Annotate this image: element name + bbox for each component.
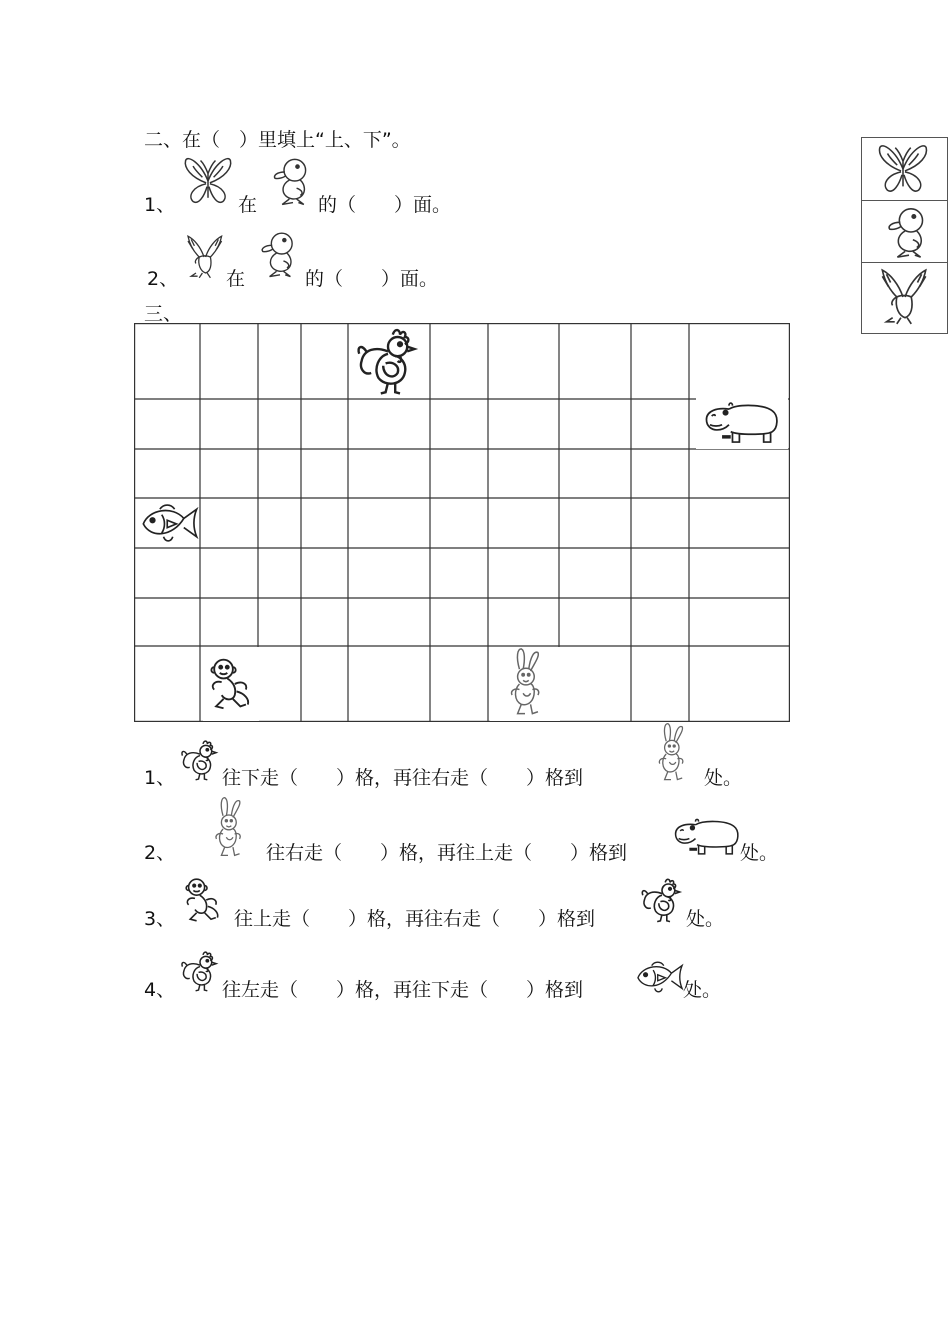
section3-q2-text: 往右走（ ）格，再往上走（ ）格到 (266, 842, 628, 864)
rooster-icon (178, 736, 222, 784)
section3-q2-end: 处。 (740, 842, 779, 864)
section3-q1-text: 往下走（ ）格，再往右走（ ）格到 (222, 767, 584, 789)
hippo-icon (696, 397, 788, 449)
eagle-icon (872, 265, 934, 329)
section3-q2-number: 2、 (144, 842, 176, 864)
reference-eagle (862, 263, 947, 333)
reference-panel (861, 137, 948, 334)
section3-q4-text: 往左走（ ）格，再往下走（ ）格到 (222, 979, 584, 1001)
rabbit-icon (490, 647, 560, 721)
reference-duckling (862, 201, 947, 263)
rabbit-icon (645, 722, 697, 786)
section2-q2-word: 在 (226, 268, 246, 290)
rabbit-icon (200, 796, 256, 862)
monkey-icon (177, 876, 229, 924)
eagle-icon (180, 228, 228, 286)
rooster-icon (178, 946, 222, 996)
fish-icon (137, 500, 203, 546)
section2-q2-number: 2、 (147, 268, 179, 290)
section2-q1-word: 在 (238, 194, 258, 216)
section3-q1-number: 1、 (144, 767, 176, 789)
duckling-icon (880, 203, 938, 261)
rooster-icon (352, 325, 424, 397)
section3-q4-number: 4、 (144, 979, 176, 1001)
section3-q3-number: 3、 (144, 908, 176, 930)
monkey-icon (203, 647, 259, 721)
section2-q2-blank: 的（ ）面。 (305, 268, 439, 290)
rooster-icon (638, 874, 686, 926)
duckling-icon (266, 150, 320, 212)
section3-q3-end: 处。 (686, 908, 725, 930)
section2-q1-blank: 的（ ）面。 (318, 194, 452, 216)
fish-icon (633, 958, 687, 996)
section3-q3-text: 往上走（ ）格，再往右走（ ）格到 (234, 908, 596, 930)
section2-heading: 二、在（ ）里填上“上、下”。 (144, 129, 411, 151)
section2-q1-number: 1、 (144, 194, 176, 216)
section3-q1-end: 处。 (704, 767, 743, 789)
butterfly-icon (874, 140, 932, 198)
butterfly-icon (180, 148, 236, 214)
section3-q4-end: 处。 (683, 979, 722, 1001)
reference-butterfly (862, 138, 947, 201)
section3-heading: 三、 (144, 303, 183, 325)
duckling-icon (254, 222, 306, 286)
hippo-icon (672, 814, 742, 860)
